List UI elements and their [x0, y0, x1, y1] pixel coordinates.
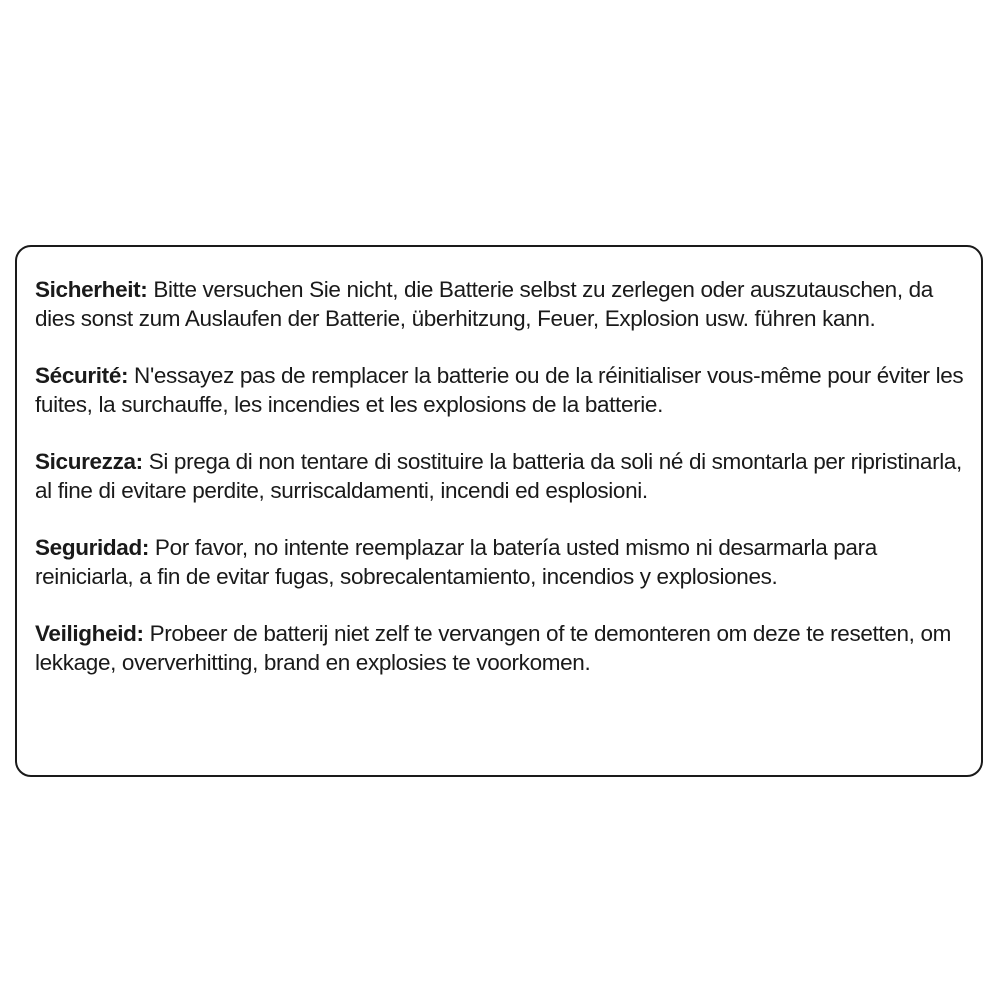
section-text: N'essayez pas de remplacer la batterie ou de la réinitialiser vous-même pour éviter les fuites, la surchauffe, les incendies et les explosions de la batterie.: [35, 363, 964, 417]
section-label: Sécurité:: [35, 363, 129, 388]
safety-notice-box: [15, 245, 983, 777]
safety-section-german: [35, 275, 967, 333]
section-text: Si prega di non tentare di sostituire la batteria da soli né di smontarla per ripristinarla, al fine di evitare perdite, surriscaldamenti, incendi ed esplosioni.: [35, 449, 962, 503]
section-text: Bitte versuchen Sie nicht, die Batterie selbst zu zerlegen oder auszutauschen, da dies sonst zum Auslaufen der Batterie, überhitzung, Feuer, Explosion usw. führen kann.: [35, 277, 933, 331]
section-text: Probeer de batterij niet zelf te vervangen of te demonteren om deze te resetten, om lekkage, oververhitting, brand en explosies te voorkomen.: [35, 621, 952, 675]
safety-section-dutch: [35, 619, 967, 677]
safety-section-italian: [35, 447, 967, 505]
safety-section-spanish: [35, 533, 967, 591]
safety-section-french: [35, 361, 967, 419]
section-text: Por favor, no intente reemplazar la batería usted mismo ni desarmarla para reiniciarla, a fin de evitar fugas, sobrecalentamiento, incendios y explosiones.: [35, 535, 877, 589]
section-label: Seguridad:: [35, 535, 150, 560]
section-label: Sicherheit:: [35, 277, 148, 302]
section-label: Sicurezza:: [35, 449, 143, 474]
section-label: Veiligheid:: [35, 621, 144, 646]
